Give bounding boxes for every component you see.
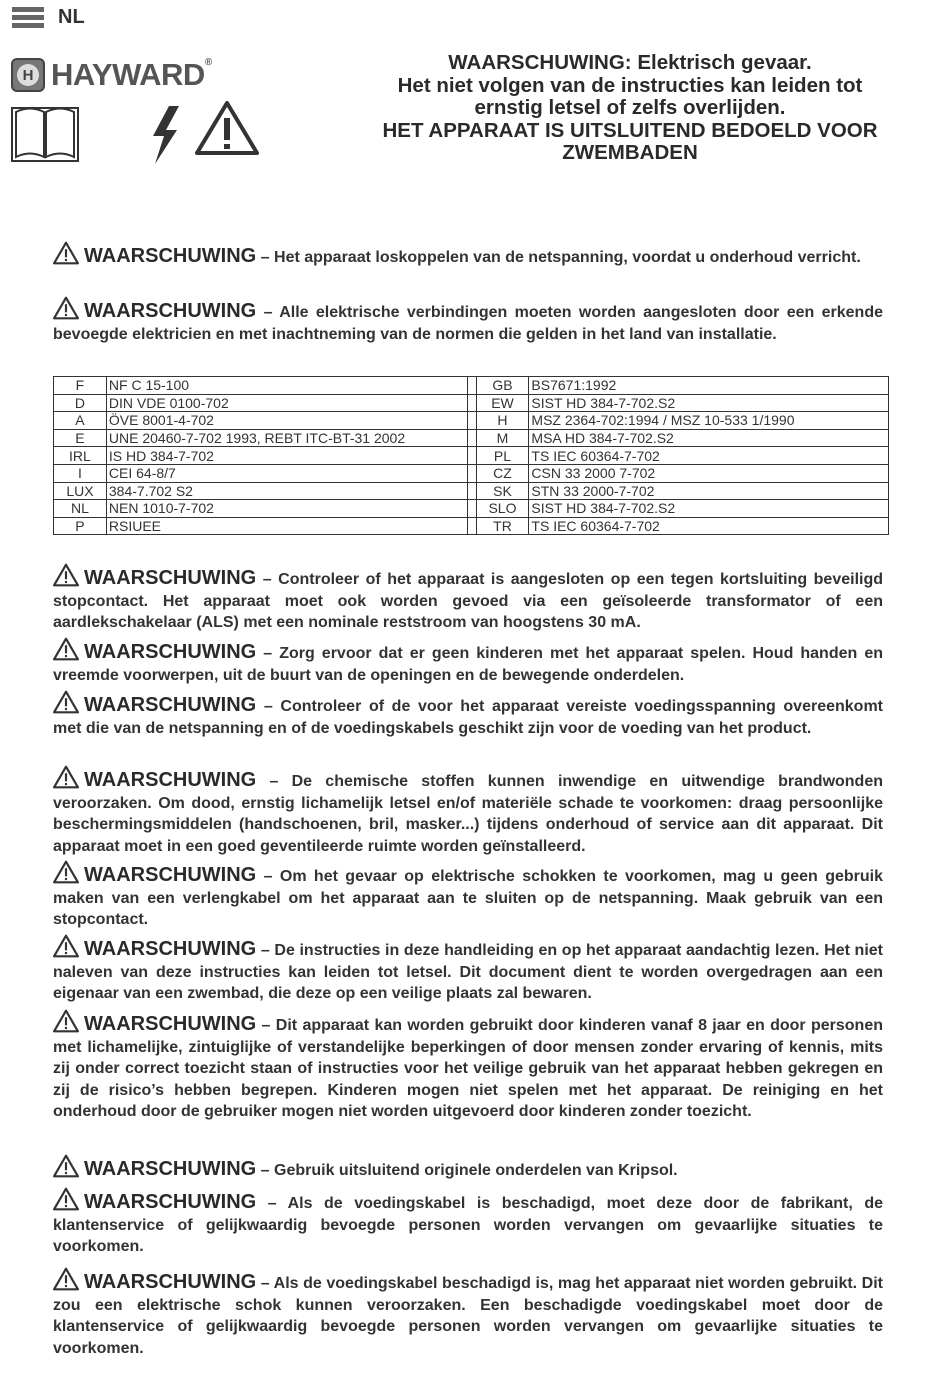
warning-paragraph [53, 934, 883, 1005]
warning-paragraph [53, 860, 883, 931]
warning-triangle-icon [53, 1009, 79, 1033]
warning-text: – Het apparaat loskoppelen van de netspanning, voordat u onderhoud verricht. [256, 249, 861, 266]
header-line-3: ernstig letsel of zelfs overlijden. [474, 96, 786, 119]
country-code-cell: P [54, 517, 107, 535]
country-code-cell: SK [476, 482, 529, 500]
table-spacer [467, 464, 476, 482]
warning-keyword: WAARSCHUWING [84, 1158, 257, 1180]
warning-keyword: WAARSCHUWING [84, 769, 257, 791]
warning-triangle-icon [53, 637, 79, 661]
warning-text: – De chemische stoffen kunnen inwendige en uitwendige brandwonden veroorzaken. Om dood, ernstig lichamelijk letsel en/of materiële schade te voorkomen: draag persoonlijke beschermingsmiddelen (handschoenen, bril, masker...) tijdens onderhoud of service aan dit apparaat. Dit apparaat moet in een goed geventileerde ruimte worden geïnstalleerd. [53, 773, 883, 855]
standards-row [54, 412, 889, 430]
standards-row [54, 377, 889, 395]
warning-text: – Als de voedingskabel is beschadigd, moet deze door de fabrikant, de klantenservice of gelijkwaardig bevoegde personen worden vervangen om gevaarlijke situaties te voorkomen. [53, 1195, 883, 1255]
standards-table [53, 376, 889, 535]
standard-cell: MSZ 2364-702:1994 / MSZ 10-533 1/1990 [529, 412, 889, 430]
table-spacer [467, 412, 476, 430]
country-code-cell: CZ [476, 464, 529, 482]
table-spacer [467, 377, 476, 395]
warning-keyword: WAARSCHUWING [84, 641, 257, 663]
header-line-5: ZWEMBADEN [562, 141, 698, 164]
standard-cell: UNE 20460-7-702 1993, REBT ITC-BT-31 2002 [106, 429, 467, 447]
hayward-logo [11, 57, 212, 93]
warning-triangle-icon [53, 765, 79, 789]
warning-triangle-icon [53, 860, 79, 884]
warning-triangle-icon [53, 690, 79, 714]
warning-triangle-icon [53, 1154, 79, 1178]
warning-keyword: WAARSCHUWING [84, 245, 257, 267]
standard-cell: 384-7.702 S2 [106, 482, 467, 500]
warning-paragraph [53, 1154, 883, 1182]
country-code-cell: I [54, 464, 107, 482]
standard-cell: SIST HD 384-7-702.S2 [529, 500, 889, 518]
hayward-emblem-icon: H [11, 58, 45, 92]
warning-paragraph [53, 690, 883, 739]
standards-row [54, 447, 889, 465]
warning-text: – Dit apparaat kan worden gebruikt door kinderen vanaf 8 jaar en door personen met lichamelijke, zintuiglijke of verstandelijke beperkingen of door mensen zonder ervaring of kennis, mits zij onder correct toezicht staan of instructies voor het veilige gebruik van het apparaat hebben gekregen en zij de risico’s hebben begrepen. Kinderen mogen niet spelen met het apparaat. De reiniging en het onderhoud door de gebruiker mogen niet worden uitgevoerd door kinderen zonder toezicht. [53, 1017, 883, 1120]
warning-triangle-icon [53, 563, 79, 587]
standard-cell: TS IEC 60364-7-702 [529, 447, 889, 465]
standard-cell: ÖVE 8001-4-702 [106, 412, 467, 430]
table-spacer [467, 500, 476, 518]
brand-name: HAYWARD [51, 57, 205, 92]
table-spacer [467, 517, 476, 535]
warning-keyword: WAARSCHUWING [84, 1271, 257, 1293]
warning-keyword: WAARSCHUWING [84, 938, 257, 960]
country-code-cell: D [54, 394, 107, 412]
lightning-icon [153, 106, 179, 164]
warning-paragraph [53, 765, 883, 857]
warning-text: – Als de voedingskabel beschadigd is, mag het apparaat niet worden gebruikt. Dit zou een elektrische schok kunnen veroorzaken. Een beschadigde voedingskabel moet door de klantenservice of gelijkwaardig bevoegde personen worden vervangen om gevaarlijke situaties te voorkomen. [53, 1275, 883, 1357]
warning-text: – Zorg ervoor dat er geen kinderen met het apparaat spelen. Houd handen en vreemde voorwerpen, uit de buurt van de openingen en de bewegende onderdelen. [53, 645, 883, 684]
header-warning [350, 52, 910, 165]
warning-triangle-icon [53, 296, 79, 320]
language-code: NL [58, 6, 85, 28]
country-code-cell: SLO [476, 500, 529, 518]
standards-row [54, 394, 889, 412]
warning-keyword: WAARSCHUWING [84, 567, 257, 589]
standards-row [54, 482, 889, 500]
warning-keyword: WAARSCHUWING [84, 1191, 257, 1213]
standard-cell: BS7671:1992 [529, 377, 889, 395]
standard-cell: STN 33 2000-7-702 [529, 482, 889, 500]
standards-row [54, 517, 889, 535]
header-line-1: WAARSCHUWING: Elektrisch gevaar. [448, 51, 812, 74]
standard-cell: DIN VDE 0100-702 [106, 394, 467, 412]
country-code-cell: H [476, 412, 529, 430]
warning-triangle-icon [197, 103, 257, 153]
country-code-cell: IRL [54, 447, 107, 465]
country-code-cell: EW [476, 394, 529, 412]
warning-paragraph [53, 1187, 883, 1258]
warning-text: – Controleer of het apparaat is aangesloten op een tegen kortsluiting beveiligd stopcontact. Het apparaat moet ook worden gevoed via een geïsoleerde transformator of een aardlekschakelaar (ALS) met een nominale reststroom van hoogstens 30 mA. [53, 571, 883, 631]
standard-cell: CSN 33 2000 7-702 [529, 464, 889, 482]
country-code-cell: E [54, 429, 107, 447]
table-spacer [467, 447, 476, 465]
warning-keyword: WAARSCHUWING [84, 300, 257, 322]
manual-book-icon [12, 108, 78, 161]
table-spacer [467, 394, 476, 412]
language-bars-icon [12, 7, 44, 28]
registered-mark: ® [204, 57, 212, 68]
standards-row [54, 429, 889, 447]
country-code-cell: F [54, 377, 107, 395]
standard-cell: IS HD 384-7-702 [106, 447, 467, 465]
warning-keyword: WAARSCHUWING [84, 1013, 257, 1035]
standard-cell: RSIUEE [106, 517, 467, 535]
warning-triangle-icon [53, 241, 79, 265]
country-code-cell: M [476, 429, 529, 447]
header-line-4: HET APPARAAT IS UITSLUITEND BEDOELD VOOR [382, 118, 878, 142]
warning-triangle-icon [53, 1187, 79, 1211]
language-marker [12, 6, 85, 29]
standard-cell: SIST HD 384-7-702.S2 [529, 394, 889, 412]
warning-paragraph [53, 1267, 883, 1359]
header-line-2: Het niet volgen van de instructies kan leiden tot [397, 73, 863, 97]
warning-text: – Om het gevaar op elektrische schokken te voorkomen, mag u geen gebruik maken van een verlengkabel om het apparaat aan te sluiten op de netspanning. Maak gebruik van een stopcontact. [53, 868, 883, 928]
standard-cell: NF C 15-100 [106, 377, 467, 395]
table-spacer [467, 482, 476, 500]
warning-paragraph [53, 563, 883, 634]
warning-keyword: WAARSCHUWING [84, 694, 257, 716]
country-code-cell: PL [476, 447, 529, 465]
standards-row [54, 464, 889, 482]
country-code-cell: NL [54, 500, 107, 518]
warning-keyword: WAARSCHUWING [84, 864, 257, 886]
warning-triangle-icon [53, 934, 79, 958]
standard-cell: TS IEC 60364-7-702 [529, 517, 889, 535]
warning-text: – Alle elektrische verbindingen moeten worden aangesloten door een erkende bevoegde elektricien en met inachtneming van de normen die gelden in het land van installatie. [53, 304, 883, 343]
standard-cell: MSA HD 384-7-702.S2 [529, 429, 889, 447]
warning-paragraph [53, 1009, 883, 1123]
standard-cell: CEI 64-8/7 [106, 464, 467, 482]
warning-paragraph [53, 637, 883, 686]
warning-paragraph [53, 296, 883, 345]
country-code-cell: TR [476, 517, 529, 535]
standards-row [54, 500, 889, 518]
warning-text: – De instructies in deze handleiding en op het apparaat aandachtig lezen. Het niet naleven van deze instructies kan leiden tot letsel. Dit document dient te worden overgedragen aan een eigenaar van een zwembad, die deze op een veilige plaats zal bewaren. [53, 942, 883, 1002]
warning-paragraph [53, 241, 883, 269]
country-code-cell: LUX [54, 482, 107, 500]
warning-text: – Controleer of de voor het apparaat vereiste voedingsspanning overeenkomt met die van de netspanning en of de voedingskabels geschikt zijn voor de voeding van het product. [53, 698, 883, 737]
safety-symbols [11, 100, 261, 170]
warning-triangle-icon [53, 1267, 79, 1291]
warning-text: – Gebruik uitsluitend originele onderdelen van Kripsol. [256, 1162, 678, 1179]
country-code-cell: A [54, 412, 107, 430]
table-spacer [467, 429, 476, 447]
standard-cell: NEN 1010-7-702 [106, 500, 467, 518]
country-code-cell: GB [476, 377, 529, 395]
